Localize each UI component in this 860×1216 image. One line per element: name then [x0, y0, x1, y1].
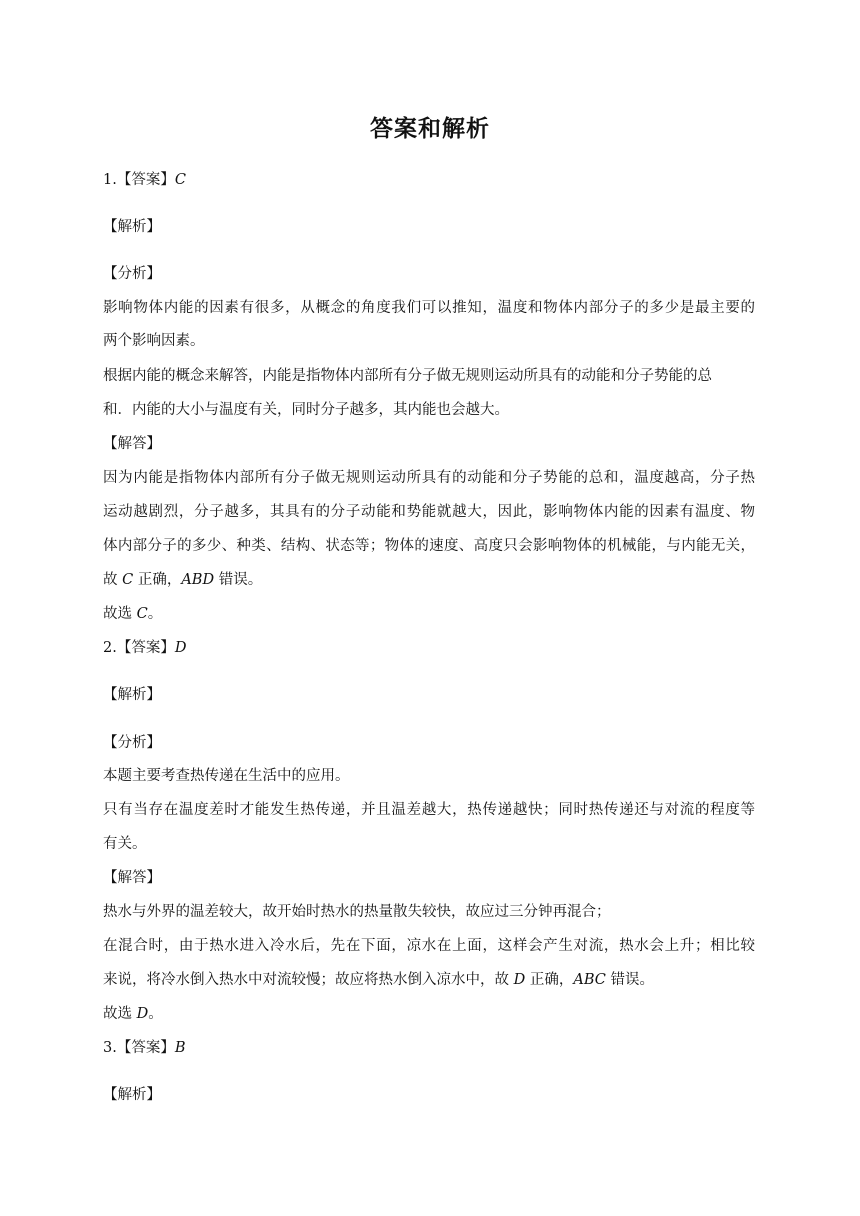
q2-fenxi-line-1: 本题主要考查热传递在生活中的应用。	[103, 768, 350, 784]
q2-jieda-line-1: 热水与外界的温差较大，故开始时热水的热量散失较快，故应过三分钟再混合；	[103, 904, 611, 920]
q1-fenxi-heading: 【分析】	[103, 266, 161, 282]
q2-answer-prefix: 2.【答案】	[103, 640, 175, 656]
q2-conclusion-a: 来说，将冷水倒入热水中对流较慢；故应将热水倒入凉水中，故	[103, 972, 514, 988]
q1-select-a: 故选	[103, 606, 137, 622]
q2-fenxi-line-3: 有关。	[103, 836, 147, 852]
q1-fenxi-line-1: 影响物体内能的因素有很多，从概念的角度我们可以推知，温度和物体内部分子的多少是最主要的	[103, 300, 755, 316]
q2-jieda-heading: 【解答】	[103, 870, 161, 886]
q1-conclusion-a: 故	[103, 572, 123, 588]
q2-select-letter: D	[136, 1006, 149, 1022]
q2-conclusion-correct: D	[513, 972, 526, 988]
q3-jiexi-heading: 【解析】	[103, 1087, 161, 1103]
q1-select-c: 。	[147, 606, 163, 622]
q1-conclusion-c: 正确，	[133, 572, 182, 588]
q1-jieda-heading: 【解答】	[103, 436, 161, 452]
q1-answer	[103, 170, 186, 190]
q1-conclusion-correct: C	[122, 572, 134, 588]
q1-conclusion-e: 错误。	[214, 572, 263, 588]
q1-answer-letter: C	[174, 172, 186, 188]
q2-fenxi-heading: 【分析】	[103, 735, 161, 751]
page-title: 答案和解析	[370, 116, 490, 142]
q2-answer-letter: D	[174, 640, 187, 656]
q1-jiexi-heading: 【解析】	[103, 219, 161, 235]
q1-jieda-line-1: 因为内能是指物体内部所有分子做无规则运动所具有的动能和分子势能的总和，温度越高，分子热	[103, 470, 755, 486]
q2-conclusion	[103, 970, 654, 990]
q2-select	[103, 1004, 163, 1024]
q2-jiexi-heading: 【解析】	[103, 687, 161, 703]
q1-jieda-line-2: 运动越剧烈，分子越多，其具有的分子动能和势能就越大，因此，影响物体内能的因素有温度、物	[103, 504, 755, 520]
q1-fenxi-line-4: 和．内能的大小与温度有关，同时分子越多，其内能也会越大。	[103, 402, 509, 418]
q1-jieda-line-3: 体内部分子的多少、种类、结构、状态等；物体的速度、高度只会影响物体的机械能，与内能无关，	[103, 538, 755, 554]
q2-conclusion-c: 正确，	[525, 972, 574, 988]
q3-answer	[103, 1038, 186, 1058]
q3-answer-letter: B	[174, 1040, 186, 1056]
q2-answer	[103, 638, 186, 658]
q1-conclusion-wrong: ABD	[181, 572, 215, 588]
q1-fenxi-line-2: 两个影响因素。	[103, 333, 205, 349]
q2-conclusion-wrong: ABC	[573, 972, 606, 988]
q1-fenxi-line-3: 根据内能的概念来解答，内能是指物体内部所有分子做无规则运动所具有的动能和分子势能的总	[103, 368, 712, 384]
q3-answer-prefix: 3.【答案】	[103, 1040, 175, 1056]
q2-select-a: 故选	[103, 1006, 137, 1022]
q1-select	[103, 604, 162, 624]
q2-select-c: 。	[148, 1006, 163, 1022]
q2-fenxi-line-2: 只有当存在温度差时才能发生热传递，并且温差越大，热传递越快；同时热传递还与对流的程度等	[103, 802, 755, 818]
q2-conclusion-e: 错误。	[605, 972, 654, 988]
q1-select-letter: C	[136, 606, 148, 622]
q1-answer-prefix: 1.【答案】	[103, 172, 175, 188]
q1-conclusion	[103, 570, 262, 590]
q2-jieda-line-2: 在混合时，由于热水进入冷水后，先在下面，凉水在上面，这样会产生对流，热水会上升；相比较	[103, 938, 755, 954]
